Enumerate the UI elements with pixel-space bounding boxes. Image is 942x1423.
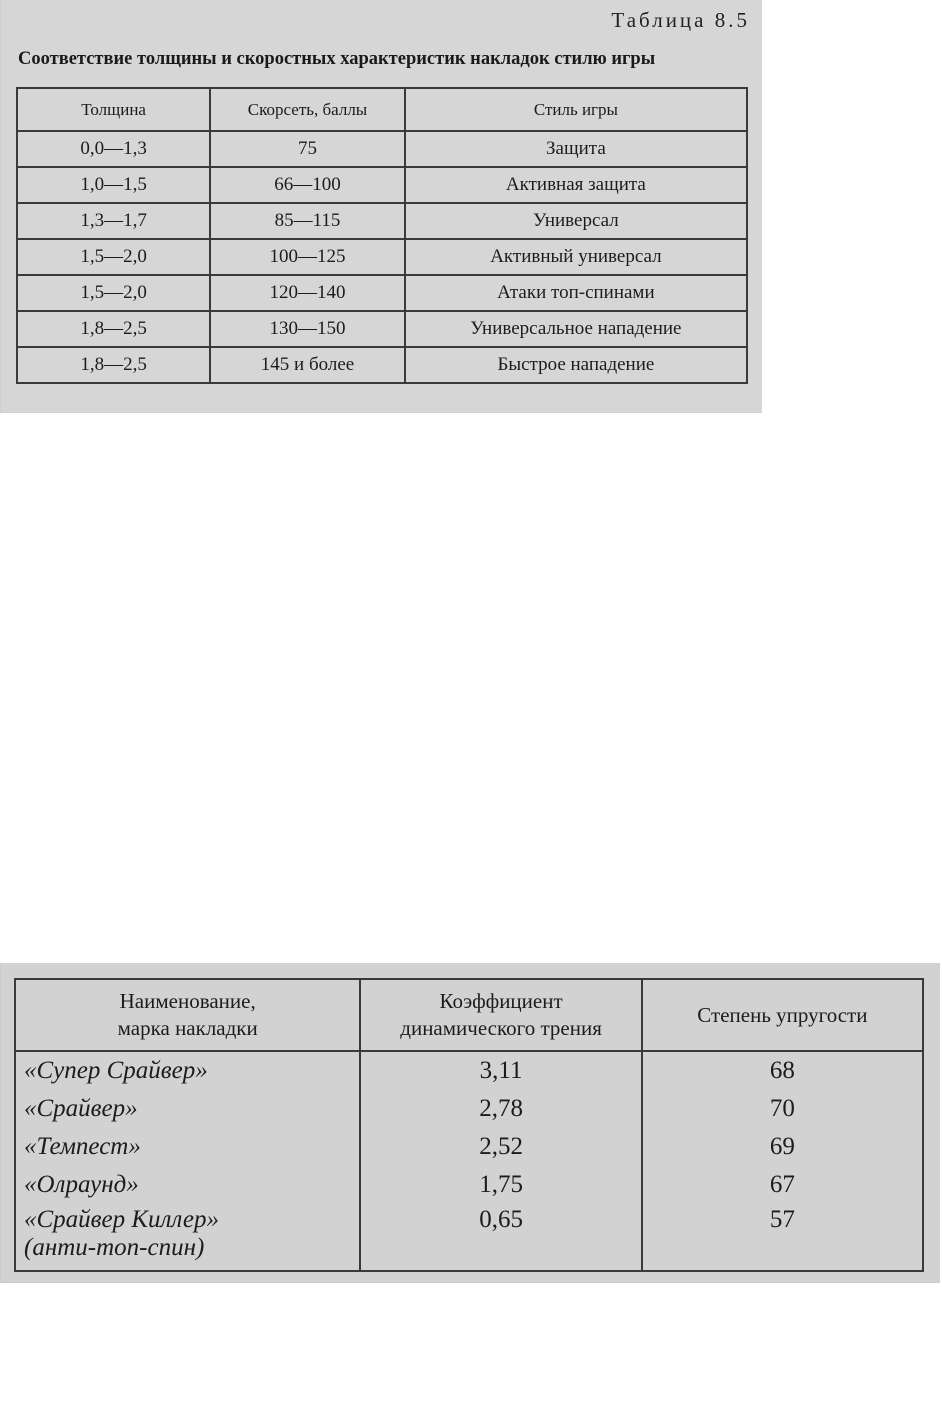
cell-elasticity: 69 [642, 1128, 923, 1166]
table-row [15, 1090, 923, 1128]
cell-elasticity: 70 [642, 1090, 923, 1128]
cell-speed: 145 и более [210, 347, 405, 383]
cell-thickness: 1,5—2,0 [17, 239, 210, 275]
header-friction-coefficient [360, 979, 641, 1051]
header-play-style: Стиль игры [405, 88, 747, 131]
table-row [15, 1204, 923, 1271]
header-rubber-name [15, 979, 360, 1051]
cell-play-style: Защита [405, 131, 747, 167]
cell-elasticity: 57 [642, 1204, 923, 1271]
cell-rubber-name [15, 1204, 360, 1271]
header-speed: Скорсеть, баллы [210, 88, 405, 131]
table-row [17, 131, 747, 167]
table-header-row [15, 979, 923, 1051]
cell-play-style: Активный универсал [405, 239, 747, 275]
header-line: марка накладки [117, 1016, 258, 1040]
table-row [15, 1051, 923, 1090]
cell-elasticity: 67 [642, 1166, 923, 1204]
cell-speed: 100—125 [210, 239, 405, 275]
cell-play-style: Активная защита [405, 167, 747, 203]
cell-speed: 85—115 [210, 203, 405, 239]
table-row [17, 275, 747, 311]
thickness-speed-style-table [16, 87, 748, 384]
cell-friction: 2,78 [360, 1090, 641, 1128]
cell-rubber-name: «Олраунд» [15, 1166, 360, 1204]
cell-thickness: 1,8—2,5 [17, 347, 210, 383]
cell-play-style: Атаки топ-спинами [405, 275, 747, 311]
table-title: Соответствие толщины и скоростных характеристик накладок стилю игры [18, 49, 656, 69]
table-row [17, 203, 747, 239]
cell-friction: 2,52 [360, 1128, 641, 1166]
table-header-row [17, 88, 747, 131]
cell-thickness: 1,0—1,5 [17, 167, 210, 203]
table-row [17, 167, 747, 203]
rubber-name: «Срайвер Киллер» [24, 1206, 219, 1233]
cell-play-style: Универсал [405, 203, 747, 239]
table-row [15, 1128, 923, 1166]
header-line: Степень упругости [697, 1002, 868, 1027]
cell-rubber-name: «Темпест» [15, 1128, 360, 1166]
header-line: Коэффициент [439, 989, 563, 1013]
cell-thickness: 1,5—2,0 [17, 275, 210, 311]
cell-speed: 130—150 [210, 311, 405, 347]
cell-play-style: Быстрое нападение [405, 347, 747, 383]
cell-thickness: 1,3—1,7 [17, 203, 210, 239]
rubber-properties-table [14, 978, 924, 1272]
header-elasticity [642, 979, 923, 1051]
cell-friction: 0,65 [360, 1204, 641, 1271]
scan-table-rubber [0, 963, 940, 1283]
cell-play-style: Универсальное нападение [405, 311, 747, 347]
header-line: Наименование, [119, 989, 256, 1013]
table-row [17, 311, 747, 347]
scan-table-thickness [0, 0, 762, 413]
cell-rubber-name: «Срайвер» [15, 1090, 360, 1128]
cell-elasticity: 68 [642, 1051, 923, 1090]
cell-rubber-name: «Супер Срайвер» [15, 1051, 360, 1090]
header-thickness: Толщина [17, 88, 210, 131]
table-row [17, 347, 747, 383]
table-row [15, 1166, 923, 1204]
cell-thickness: 0,0—1,3 [17, 131, 210, 167]
cell-speed: 66—100 [210, 167, 405, 203]
cell-thickness: 1,8—2,5 [17, 311, 210, 347]
header-line: динамического трения [400, 1016, 602, 1040]
table-row [17, 239, 747, 275]
table-number-caption: Таблица 8.5 [611, 8, 750, 32]
cell-friction: 1,75 [360, 1166, 641, 1204]
cell-speed: 120—140 [210, 275, 405, 311]
cell-speed: 75 [210, 131, 405, 167]
cell-friction: 3,11 [360, 1051, 641, 1090]
rubber-subtype: (анти-топ-спин) [24, 1234, 205, 1261]
